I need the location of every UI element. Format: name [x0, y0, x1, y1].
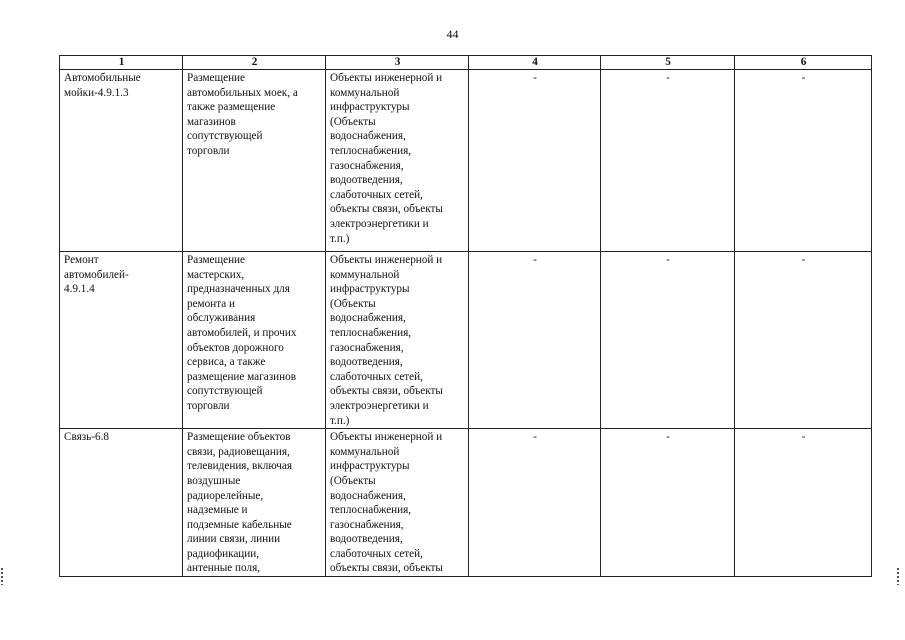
column-header-4: 4	[469, 56, 601, 70]
column-header-3: 3	[326, 56, 469, 70]
table-header-row	[60, 56, 872, 70]
description-cell: Размещение мастерских, предназначенных для ремонта и обслуживания автомобилей, и прочих объектов дорожного сервиса, а также размещение магазинов сопутствующей торговли	[183, 252, 326, 429]
value-cell-6: -	[735, 70, 872, 252]
column-header-6: 6	[735, 56, 872, 70]
table-row	[60, 70, 872, 252]
description-cell: Размещение объектов связи, радиовещания, телевидения, включая воздушные радиорелейные, надземные и подземные кабельные линии связи, линии радиофикации, антенные поля,	[183, 429, 326, 577]
auxiliary-objects-cell: Объекты инженерной и коммунальной инфраструктуры (Объекты водоснабжения, теплоснабжения, газоснабжения, водоотведения, слаботочных сетей, объекты связи, объекты	[326, 429, 469, 577]
column-header-1: 1	[60, 56, 183, 70]
value-cell-5: -	[601, 70, 735, 252]
right-margin-mark	[897, 568, 899, 585]
left-margin-mark	[1, 568, 3, 585]
auxiliary-objects-cell: Объекты инженерной и коммунальной инфраструктуры (Объекты водоснабжения, теплоснабжения, газоснабжения, водоотведения, слаботочных сетей, объекты связи, объекты электроэнергетики и т.п.)	[326, 252, 469, 429]
column-header-5: 5	[601, 56, 735, 70]
table-row	[60, 429, 872, 577]
value-cell-4: -	[469, 252, 601, 429]
description-cell: Размещение автомобильных моек, а также размещение магазинов сопутствующей торговли	[183, 70, 326, 252]
auxiliary-objects-cell: Объекты инженерной и коммунальной инфраструктуры (Объекты водоснабжения, теплоснабжения, газоснабжения, водоотведения, слаботочных сетей, объекты связи, объекты электроэнергетики и т.п.)	[326, 70, 469, 252]
value-cell-6: -	[735, 429, 872, 577]
table-row	[60, 252, 872, 429]
value-cell-5: -	[601, 429, 735, 577]
land-use-type-cell: Ремонт автомобилей- 4.9.1.4	[60, 252, 183, 429]
land-use-type-cell: Автомобильные мойки-4.9.1.3	[60, 70, 183, 252]
land-use-table	[59, 55, 872, 577]
value-cell-6: -	[735, 252, 872, 429]
value-cell-4: -	[469, 429, 601, 577]
land-use-type-cell: Связь-6.8	[60, 429, 183, 577]
value-cell-4: -	[469, 70, 601, 252]
column-header-2: 2	[183, 56, 326, 70]
value-cell-5: -	[601, 252, 735, 429]
page-number: 44	[446, 27, 459, 41]
